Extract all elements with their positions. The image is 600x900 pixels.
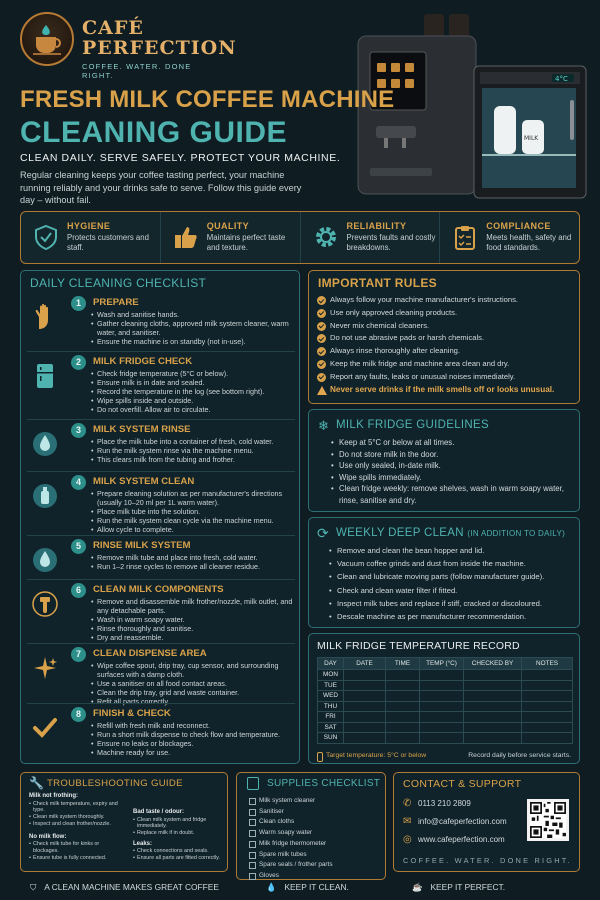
- coffee-cup-logo-icon: [20, 12, 74, 66]
- snowflake-icon: ❄: [318, 418, 329, 433]
- day-cell: WED: [318, 691, 344, 702]
- pillar-quality: [161, 212, 301, 263]
- time-cell[interactable]: [386, 670, 420, 681]
- col-header: DAY: [318, 658, 344, 670]
- step-number: 4: [71, 475, 86, 490]
- brand-tagline: COFFEE. WATER. DONE RIGHT.: [82, 62, 192, 80]
- notes-cell[interactable]: [522, 670, 573, 681]
- date-cell[interactable]: [344, 670, 386, 681]
- table-row: [318, 680, 573, 691]
- checked-by-cell[interactable]: [464, 691, 522, 702]
- trouble-heading: Leaks:: [133, 840, 153, 847]
- date-cell[interactable]: [344, 680, 386, 691]
- trouble-item: • Check milk tube for kinks or blockages.: [29, 841, 125, 855]
- temp-cell[interactable]: [420, 712, 464, 723]
- temp-cell[interactable]: [420, 701, 464, 712]
- pillar-desc: Maintains perfect taste and texture.: [206, 233, 286, 252]
- step-milk-fridge-check: [27, 351, 295, 417]
- deep-item: • Descale machine as per manufacturer recommendation.: [329, 610, 577, 623]
- pillar-hygiene: [21, 212, 161, 263]
- deep-item: • Clean and lubricate moving parts (follow manufacturer guide).: [329, 570, 577, 583]
- fridge-item: • Do not store milk in the door.: [331, 449, 575, 461]
- notes-cell[interactable]: [522, 733, 573, 744]
- check-circle-icon: [317, 296, 326, 305]
- target-temperature-note: Target temperature: 5°C or below: [317, 752, 426, 759]
- supply-checkbox-item[interactable]: Spare milk tubes: [249, 850, 333, 861]
- pillar-desc: Meets health, safety and food standards.: [486, 233, 572, 252]
- weekly-deep-clean: [308, 517, 580, 628]
- day-cell: MON: [318, 670, 344, 681]
- brand-name: CAFÉ PERFECTION: [82, 17, 237, 59]
- title-line1: FRESH MILK COFFEE MACHINE: [20, 86, 395, 113]
- temp-cell[interactable]: [420, 722, 464, 733]
- phone-icon: ✆: [403, 798, 412, 809]
- step-item: • Ensure the machine is on standby (not in-use).: [91, 337, 297, 346]
- email-row[interactable]: ✉ info@cafeperfection.com: [403, 816, 507, 827]
- step-title: MILK SYSTEM RINSE: [93, 424, 191, 435]
- step-title: RINSE MILK SYSTEM: [93, 540, 191, 551]
- step-title: FINISH & CHECK: [93, 708, 171, 719]
- intro-paragraph: Regular cleaning keeps your coffee tasting perfect, your machine running reliably and your drinks safe to serve. Follow this guide every day – without fail.: [20, 170, 302, 206]
- step-item: • Remove and disassemble milk frother/nozzle, milk outlet, and any detachable parts.: [91, 597, 297, 615]
- step-item: • Run the milk system clean cycle via the machine menu.: [91, 516, 297, 525]
- date-cell[interactable]: [344, 712, 386, 723]
- time-cell[interactable]: [386, 680, 420, 691]
- supply-checkbox-item[interactable]: Warm soapy water: [249, 828, 333, 839]
- title-line2: CLEANING GUIDE: [20, 116, 288, 149]
- step-item: • Rinse thoroughly and sanitise.: [91, 624, 297, 633]
- step-item: • Allow cycle to complete.: [91, 525, 297, 534]
- trouble-column-right: [133, 809, 223, 862]
- important-rules: [308, 270, 580, 404]
- time-cell[interactable]: [386, 722, 420, 733]
- step-item: • Gather cleaning cloths, approved milk system cleaner, warm water, and sanitiser.: [91, 319, 297, 337]
- step-number: 7: [71, 647, 86, 662]
- supplies-title: SUPPLIES CHECKLIST: [267, 778, 381, 789]
- shield-check-icon: ⛉: [30, 882, 37, 892]
- step-item: • Place milk tube into the solution.: [91, 507, 297, 516]
- checked-by-cell[interactable]: [464, 722, 522, 733]
- step-item: • Use a sanitiser on all food contact areas.: [91, 679, 297, 688]
- check-circle-icon: [317, 347, 326, 356]
- step-item: • Refill with fresh milk and reconnect.: [91, 721, 297, 730]
- trouble-item: • Clean milk system and fridge immediately.: [133, 817, 223, 831]
- checklist-title: DAILY CLEANING CHECKLIST: [30, 276, 207, 290]
- checked-by-cell[interactable]: [464, 733, 522, 744]
- check-circle-icon: [317, 373, 326, 382]
- milk-frother-icon: [31, 590, 59, 618]
- temp-cell[interactable]: [420, 670, 464, 681]
- step-item: • Wash in warm soapy water.: [91, 615, 297, 624]
- step-title: MILK SYSTEM CLEAN: [93, 476, 195, 487]
- trouble-item: • Clean milk system thoroughly.: [29, 814, 125, 821]
- pillar-compliance: [440, 212, 579, 263]
- supply-checkbox-item[interactable]: Milk fridge thermometer: [249, 839, 333, 850]
- trouble-item: • Check connections and seals.: [133, 848, 223, 855]
- notes-cell[interactable]: [522, 691, 573, 702]
- check-circle-icon: [317, 322, 326, 331]
- step-clean-milk-components: [27, 579, 295, 641]
- table-row: [318, 701, 573, 712]
- temp-cell[interactable]: [420, 733, 464, 744]
- checkmark-icon: [31, 714, 59, 742]
- trouble-heading: Bad taste / odour:: [133, 809, 185, 815]
- step-finish-and-check: [27, 703, 295, 761]
- checked-by-cell[interactable]: [464, 712, 522, 723]
- step-item: • Ensure no leaks or blockages.: [91, 739, 297, 748]
- col-header: TEMP (°C): [420, 658, 464, 670]
- step-number: 6: [71, 583, 86, 598]
- rules-title: IMPORTANT RULES: [318, 276, 437, 290]
- fridge-title: MILK FRIDGE GUIDELINES: [336, 419, 489, 431]
- supply-checkbox-item[interactable]: Gloves: [249, 871, 333, 882]
- temperature-record: [308, 633, 580, 764]
- step-item: • This clears milk from the tubing and frother.: [91, 455, 297, 464]
- supply-checkbox-item[interactable]: Milk system cleaner: [249, 796, 333, 807]
- brand-logo: [20, 10, 237, 80]
- step-title: CLEAN MILK COMPONENTS: [93, 584, 224, 595]
- check-circle-icon: [317, 334, 326, 343]
- checked-by-cell[interactable]: [464, 701, 522, 712]
- clipboard-check-icon: [452, 224, 478, 250]
- trouble-column-left: [29, 793, 125, 862]
- time-cell[interactable]: [386, 701, 420, 712]
- date-cell[interactable]: [344, 691, 386, 702]
- rule-item: Do not use abrasive pads or harsh chemicals.: [317, 332, 575, 345]
- step-clean-dispense-area: [27, 643, 295, 707]
- step-item: • Record the temperature in the log (see bottom right).: [91, 387, 297, 396]
- footer-middle: 💧 KEEP IT CLEAN.: [266, 882, 349, 892]
- deep-item: • Remove and clean the bean hopper and lid.: [329, 544, 577, 557]
- checked-by-cell[interactable]: [464, 670, 522, 681]
- step-title: MILK FRIDGE CHECK: [93, 356, 193, 367]
- step-item: • Ensure milk is in date and sealed.: [91, 378, 297, 387]
- fridge-display: 4°C: [555, 75, 568, 83]
- record-daily-note: Record daily before service starts.: [468, 752, 571, 759]
- troubleshooting-guide: [20, 772, 228, 872]
- step-rinse-milk-system: [27, 535, 295, 577]
- footer: [0, 876, 600, 900]
- fridge-item: • Keep at 5°C or below at all times.: [331, 437, 575, 449]
- day-cell: THU: [318, 701, 344, 712]
- phone-row[interactable]: ✆ 0113 210 2809: [403, 798, 471, 809]
- step-item: • Run 1–2 rinse cycles to remove all cleaner residue.: [91, 562, 297, 571]
- pillar-title: RELIABILITY: [346, 221, 407, 231]
- date-cell[interactable]: [344, 733, 386, 744]
- rule-item: Keep the milk fridge and machine area clean and dry.: [317, 358, 575, 371]
- thumbs-up-icon: [173, 224, 199, 250]
- step-item: • Wipe coffee spout, drip tray, cup sensor, and surrounding surfaces with a damp cloth.: [91, 661, 297, 679]
- fridge-icon: [31, 362, 59, 390]
- shield-check-icon: [33, 224, 59, 250]
- cleaner-bottle-icon: [31, 482, 59, 510]
- coffee-cup-icon: ☕: [412, 882, 423, 892]
- step-item: • Prepare cleaning solution as per manufacturer's directions (usually 10–20 ml per 1L warm water).: [91, 489, 297, 507]
- step-item: • Remove milk tube and place into fresh, cold water.: [91, 553, 297, 562]
- col-header: NOTES: [522, 658, 573, 670]
- pillar-reliability: [301, 212, 441, 263]
- day-cell: FRI: [318, 712, 344, 723]
- fridge-item: • Use only sealed, in-date milk.: [331, 460, 575, 472]
- sparkle-icon: [31, 654, 59, 682]
- time-cell[interactable]: [386, 733, 420, 744]
- step-number: 1: [71, 296, 86, 311]
- pillar-desc: Protects customers and staff.: [67, 233, 149, 252]
- table-row: [318, 691, 573, 702]
- temp-cell[interactable]: [420, 680, 464, 691]
- water-drop-icon: [31, 546, 59, 574]
- date-cell[interactable]: [344, 701, 386, 712]
- step-item: • Do not overfill. Allow air to circulate.: [91, 405, 297, 414]
- supply-checkbox-item[interactable]: Clean cloths: [249, 817, 333, 828]
- notes-cell[interactable]: [522, 722, 573, 733]
- warning-icon: [317, 386, 327, 395]
- time-cell[interactable]: [386, 712, 420, 723]
- email-icon: ✉: [403, 816, 412, 827]
- wrench-icon: 🔧: [29, 776, 44, 790]
- step-item: • Dry and reassemble.: [91, 633, 297, 642]
- rules-warning: Never serve drinks if the milk smells off or looks unusual.: [317, 385, 554, 394]
- deep-item: • Vacuum coffee grinds and dust from inside the machine.: [329, 557, 577, 570]
- step-number: 5: [71, 539, 86, 554]
- step-title: CLEAN DISPENSE AREA: [93, 648, 207, 659]
- supplies-checklist: [236, 772, 386, 880]
- rule-item: Report any faults, leaks or unusual noises immediately.: [317, 371, 575, 384]
- pillar-desc: Prevents faults and costly breakdowns.: [346, 233, 436, 252]
- step-item: • Refit all parts correctly.: [91, 697, 297, 706]
- trouble-item: • Ensure tube is fully connected.: [29, 855, 125, 862]
- trouble-item: • Replace milk if in doubt.: [133, 830, 223, 837]
- rule-item: Never mix chemical cleaners.: [317, 320, 575, 333]
- supply-checkbox-item[interactable]: Spare seals / frother parts: [249, 860, 333, 871]
- temp-cell[interactable]: [420, 691, 464, 702]
- rule-item: Use only approved cleaning products.: [317, 307, 575, 320]
- globe-icon: ◎: [403, 834, 412, 845]
- col-header: TIME: [386, 658, 420, 670]
- day-cell: TUE: [318, 680, 344, 691]
- qr-code-icon[interactable]: [527, 799, 569, 841]
- step-item: • Run the milk system rinse via the machine menu.: [91, 446, 297, 455]
- table-row: [318, 733, 573, 744]
- trouble-heading: No milk flow:: [29, 833, 67, 840]
- milk-label: MILK: [524, 135, 539, 142]
- trouble-item: • Check milk temperature, expiry and type.: [29, 801, 125, 815]
- glove-icon: [31, 303, 59, 331]
- footer-left: ⛉ A CLEAN MACHINE MAKES GREAT COFFEE: [30, 882, 219, 892]
- day-cell: SAT: [318, 722, 344, 733]
- step-prepare: [27, 293, 295, 349]
- footer-right: ☕ KEEP IT PERFECT.: [412, 882, 506, 892]
- step-item: • Machine ready for use.: [91, 748, 297, 757]
- trouble-heading: Milk not frothing:: [29, 793, 78, 799]
- table-row: [318, 712, 573, 723]
- subheading: CLEAN DAILY. SERVE SAFELY. PROTECT YOUR MACHINE.: [20, 152, 341, 164]
- temperature-log-table: [317, 657, 573, 744]
- table-row: [318, 670, 573, 681]
- daily-cleaning-checklist: [20, 270, 300, 764]
- fridge-item: • Clean fridge weekly: remove shelves, wash in warm soapy water, rinse, sanitise and dry.: [331, 483, 575, 506]
- milk-fridge-guidelines: [308, 409, 580, 512]
- deep-title: WEEKLY DEEP CLEAN (IN ADDITION TO DAILY): [336, 527, 566, 539]
- step-item: • Place the milk tube into a container of fresh, cold water.: [91, 437, 297, 446]
- step-item: • Run a short milk dispense to check flow and temperature.: [91, 730, 297, 739]
- table-row: [318, 722, 573, 733]
- step-item: • Wash and sanitise hands.: [91, 310, 297, 319]
- refresh-cycle-icon: ⟳: [317, 525, 329, 541]
- pillar-title: HYGIENE: [67, 221, 111, 231]
- step-item: • Clean the drip tray, grid and waste container.: [91, 688, 297, 697]
- deep-item: • Inspect milk tubes and replace if stiff, cracked or discoloured.: [329, 597, 577, 610]
- shopping-bag-icon: [247, 777, 259, 790]
- notes-cell[interactable]: [522, 712, 573, 723]
- benefit-pillars: [20, 211, 580, 264]
- step-number: 3: [71, 423, 86, 438]
- water-drop-icon: [31, 430, 59, 458]
- gear-icon: [313, 224, 339, 250]
- temp-title: MILK FRIDGE TEMPERATURE RECORD: [317, 640, 520, 652]
- date-cell[interactable]: [344, 722, 386, 733]
- step-number: 8: [71, 707, 86, 722]
- rule-item: Always follow your machine manufacturer's instructions.: [317, 294, 575, 307]
- checked-by-cell[interactable]: [464, 680, 522, 691]
- step-item: • Wipe spills inside and outside.: [91, 396, 297, 405]
- check-circle-icon: [317, 360, 326, 369]
- trouble-title: TROUBLESHOOTING GUIDE: [47, 778, 183, 789]
- contact-slogan: COFFEE. WATER. DONE RIGHT.: [403, 856, 572, 865]
- supply-checkbox-item[interactable]: Sanitiser: [249, 807, 333, 818]
- trouble-item: • Inspect and clean frother/nozzle.: [29, 821, 125, 828]
- col-header: DATE: [344, 658, 386, 670]
- step-title: PREPARE: [93, 297, 139, 308]
- contact-support: [393, 772, 580, 872]
- website-row[interactable]: ◎ www.cafeperfection.com: [403, 834, 505, 845]
- trouble-item: • Ensure all parts are fitted correctly.: [133, 855, 223, 862]
- notes-cell[interactable]: [522, 680, 573, 691]
- pillar-title: COMPLIANCE: [486, 221, 551, 231]
- check-circle-icon: [317, 309, 326, 318]
- pillar-title: QUALITY: [206, 221, 250, 231]
- step-number: 2: [71, 355, 86, 370]
- time-cell[interactable]: [386, 691, 420, 702]
- deep-item: • Check and clean water filter if fitted.: [329, 584, 577, 597]
- step-milk-system-clean: [27, 471, 295, 533]
- rule-item: Always rinse thoroughly after cleaning.: [317, 345, 575, 358]
- step-item: • Check fridge temperature (5°C or below).: [91, 369, 297, 378]
- water-drop-icon: 💧: [266, 882, 277, 892]
- col-header: CHECKED BY: [464, 658, 522, 670]
- fridge-item: • Wipe spills immediately.: [331, 472, 575, 484]
- contact-title: CONTACT & SUPPORT: [403, 778, 522, 790]
- notes-cell[interactable]: [522, 701, 573, 712]
- day-cell: SUN: [318, 733, 344, 744]
- step-milk-system-rinse: [27, 419, 295, 469]
